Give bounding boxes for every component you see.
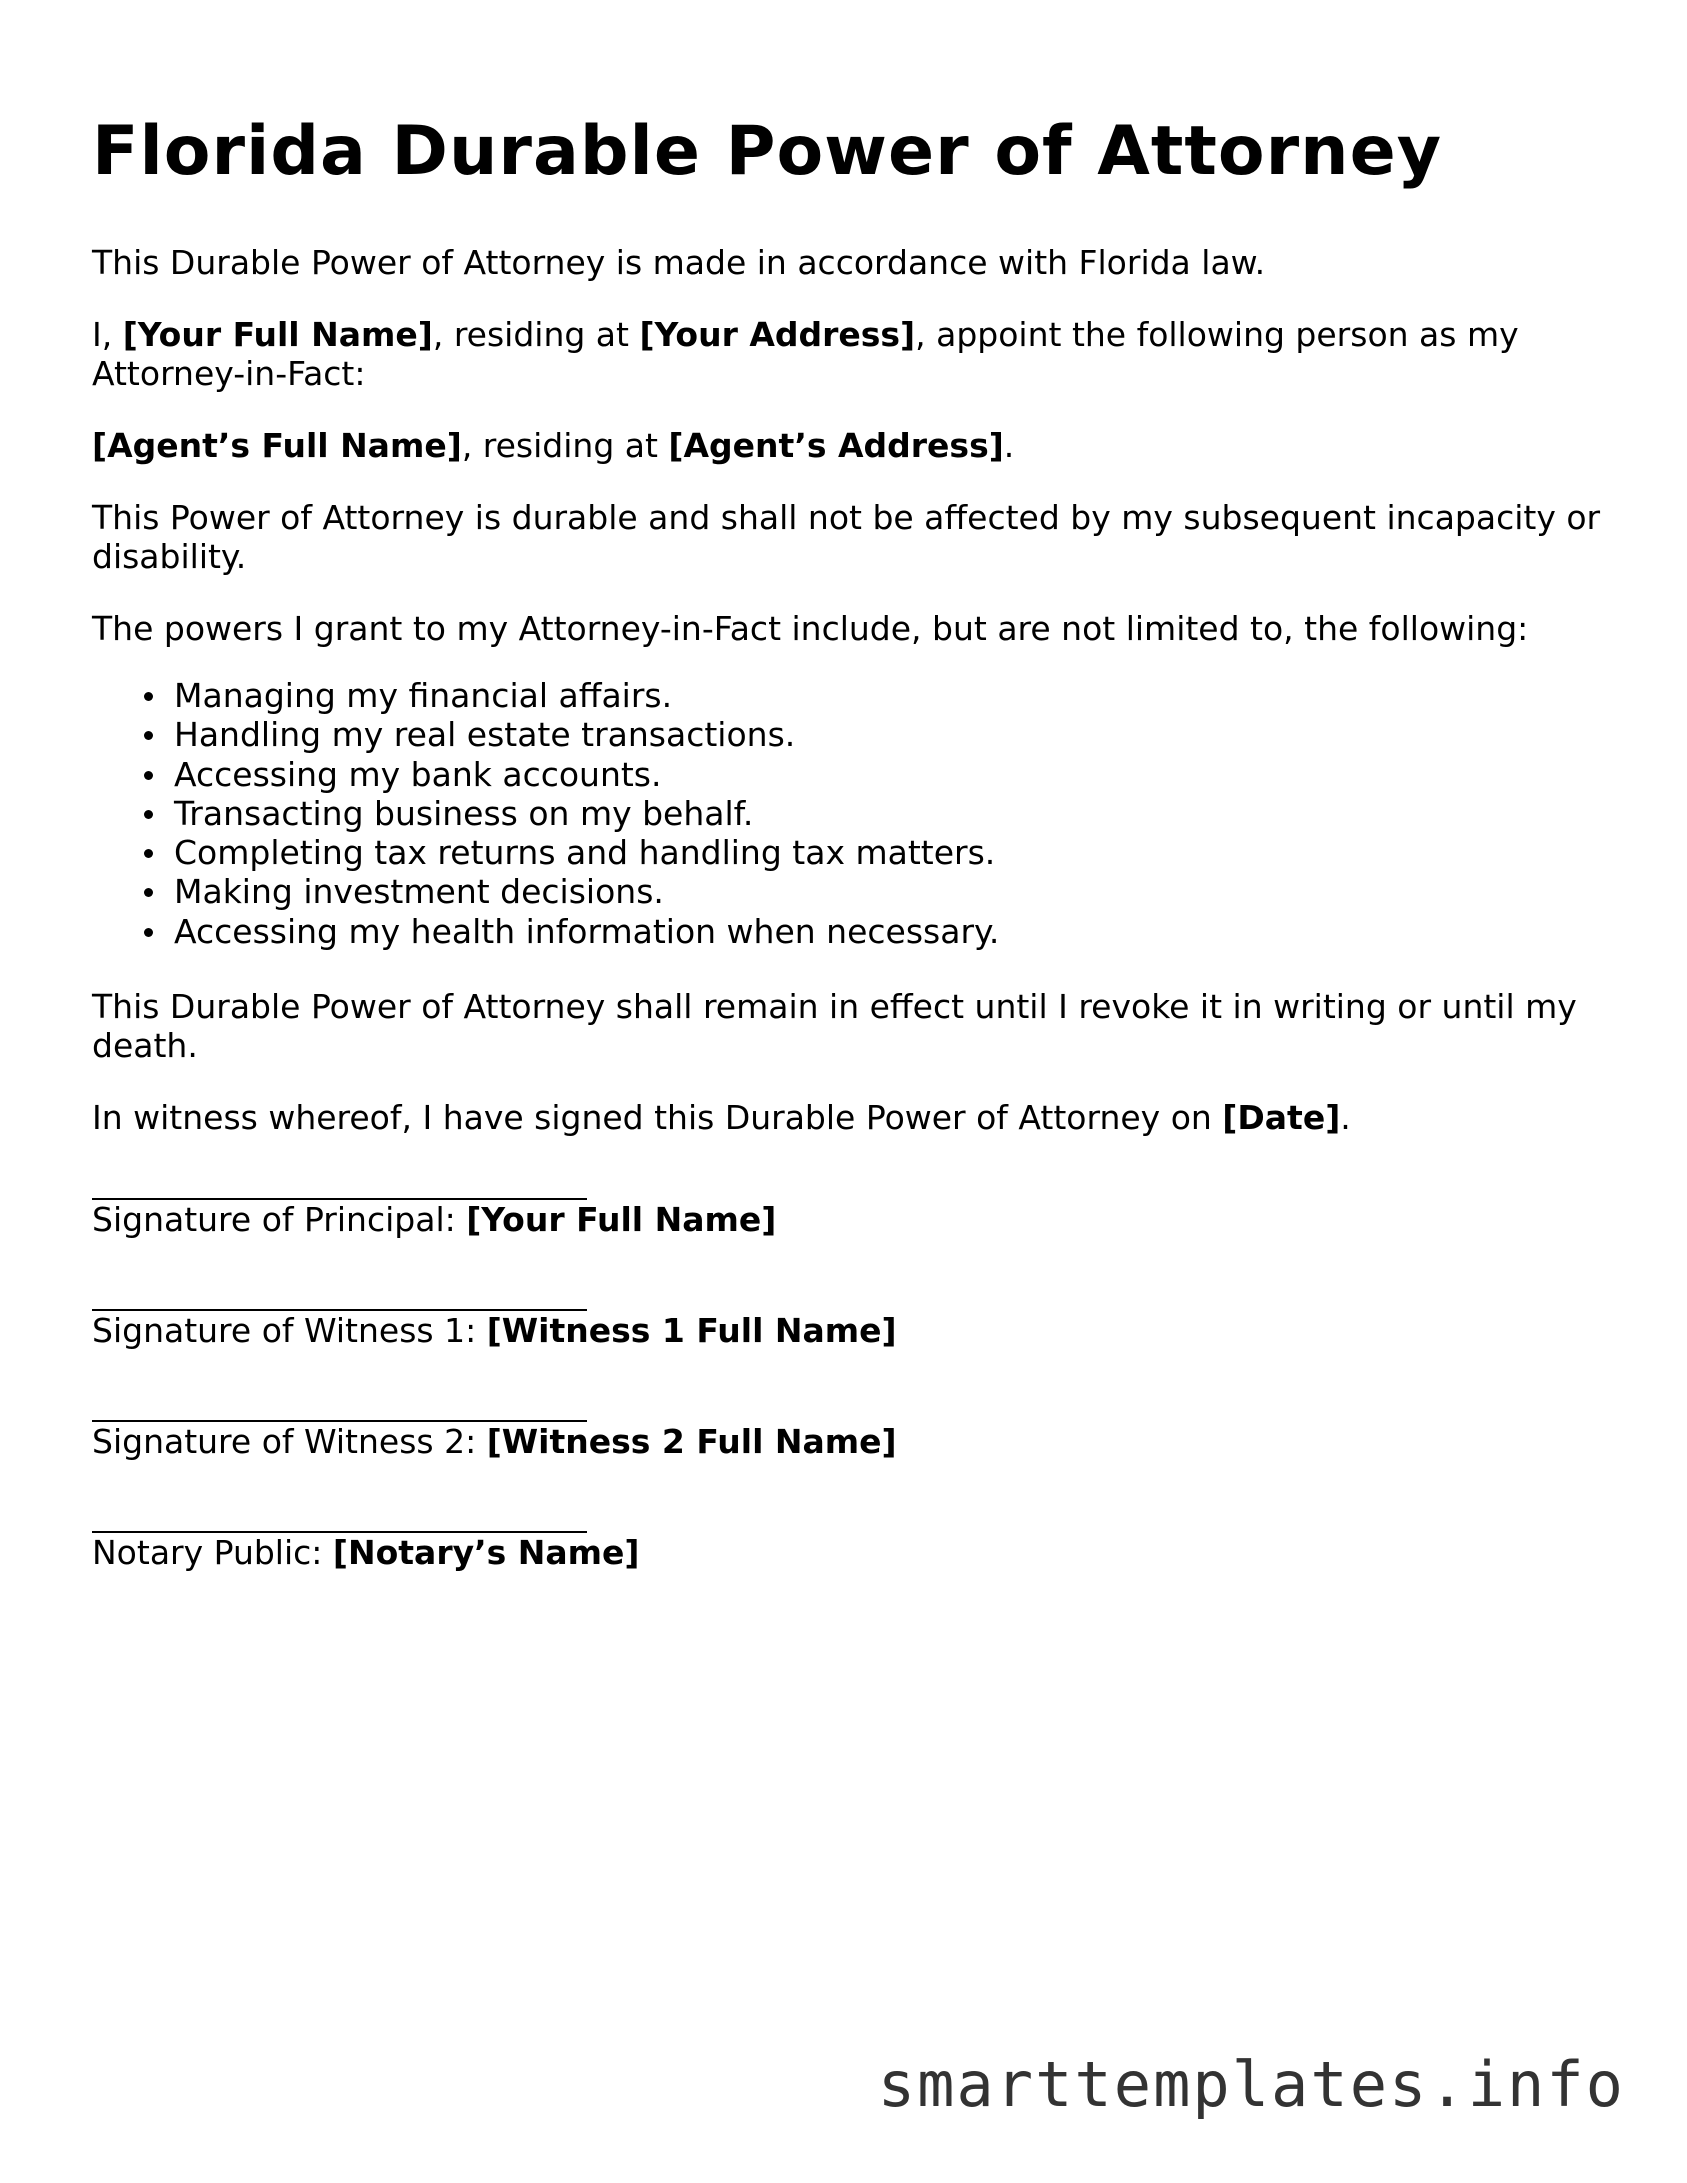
signature-name: [Notary’s Name] [332,1533,640,1572]
signature-label: Signature of Principal: [92,1200,467,1239]
powers-list [92,676,999,951]
witness-end: . [1340,1098,1351,1137]
date-placeholder: [Date] [1222,1098,1341,1137]
appointment-paragraph [92,315,1612,393]
agent-name-placeholder: [Agent’s Full Name] [92,426,462,465]
list-item: Completing tax returns and handling tax matters. [174,833,999,872]
agent-address-placeholder: [Agent’s Address] [668,426,1004,465]
signature-line[interactable] [92,1501,587,1533]
signature-label: Notary Public: [92,1533,333,1572]
list-item: Making investment decisions. [174,872,999,911]
effect-paragraph: This Durable Power of Attorney shall remain in effect until I revoke it in writing or until my death. [92,987,1577,1065]
signature-label: Signature of Witness 2: [92,1422,487,1461]
agent-end: . [1003,426,1015,465]
document-title: Florida Durable Power of Attorney [92,112,1443,191]
intro-paragraph: This Durable Power of Attorney is made in accordance with Florida law. [92,243,1266,282]
signature-line[interactable] [92,1390,587,1422]
list-item: Transacting business on my behalf. [174,794,999,833]
appointment-suffix: , appoint the following person as my Attorney-in-Fact: [92,315,1519,393]
signature-label: Signature of Witness 1: [92,1311,487,1350]
list-item: Accessing my health information when necessary. [174,911,1000,951]
signature-block-principal [92,1168,776,1239]
appointment-prefix: I, [92,315,123,354]
signature-line[interactable] [92,1279,587,1311]
watermark: smarttemplates.info [877,2048,1625,2121]
principal-address-placeholder: [Your Address] [639,315,916,354]
appointment-mid: , residing at [432,315,640,354]
signature-name: [Witness 1 Full Name] [486,1311,897,1350]
signature-block-witness-2 [92,1390,897,1461]
signature-name: [Witness 2 Full Name] [486,1422,897,1461]
list-item: Handling my real estate transactions. [174,715,999,754]
signature-name: [Your Full Name] [466,1200,777,1239]
powers-intro: The powers I grant to my Attorney-in-Fact include, but are not limited to, the following: [92,609,1529,648]
signature-line[interactable] [92,1168,587,1200]
witness-paragraph [92,1098,1612,1137]
agent-paragraph [92,426,1612,465]
list-item: Managing my financial affairs. [174,676,999,715]
witness-text: In witness whereof, I have signed this Durable Power of Attorney on [92,1098,1223,1137]
durability-paragraph: This Power of Attorney is durable and shall not be affected by my subsequent incapacity or disability. [92,498,1601,576]
signature-block-notary [92,1501,640,1572]
signature-block-witness-1 [92,1279,897,1350]
agent-mid: , residing at [461,426,669,465]
list-item: Accessing my bank accounts. [174,755,999,794]
principal-name-placeholder: [Your Full Name] [122,315,433,354]
